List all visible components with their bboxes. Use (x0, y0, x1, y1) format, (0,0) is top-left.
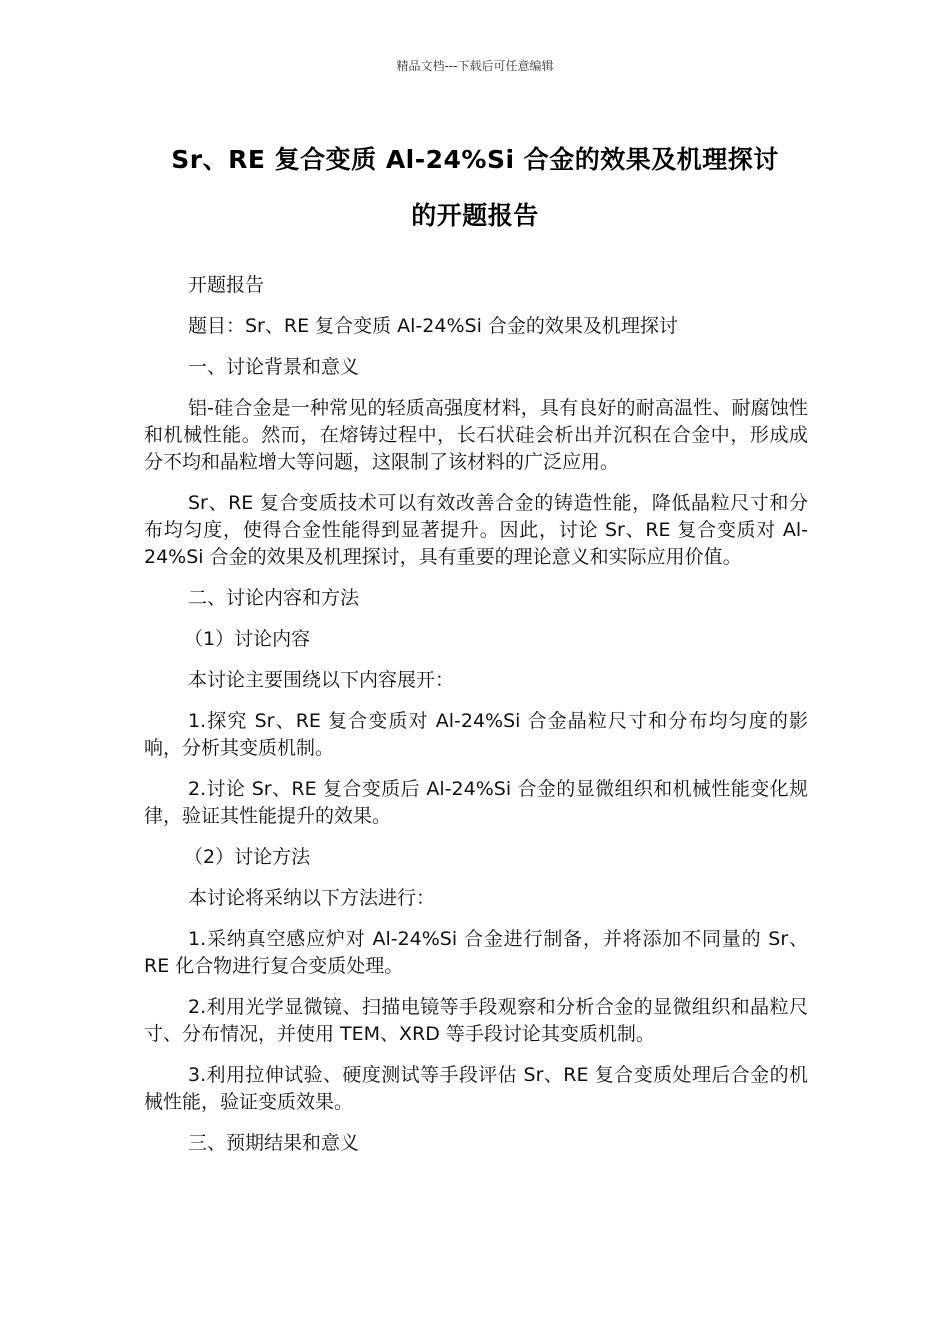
section-heading-3: 三、预期结果和意义 (188, 1132, 360, 1154)
section-heading-1: 一、讨论背景和意义 (188, 356, 360, 378)
list-item-method-2: 2.利用光学显微镜、扫描电镜等手段观察和分析合金的显微组织和晶粒尺寸、分布情况，并使用 TEM、XRD 等手段讨论其变质机制。 (144, 996, 808, 1045)
paragraph-background: 铝-硅合金是一种常见的轻质高强度材料，具有良好的耐高温性、耐腐蚀性和机械性能。然而，在熔铸过程中，长石状硅会析出并沉积在合金中，形成成分不均和晶粒增大等问题，这限制了该材料的广泛应用。 (144, 397, 808, 473)
section-label-report: 开题报告 (188, 274, 265, 296)
subheading-content: （1）讨论内容 (184, 628, 311, 650)
document-title-line-1: Sr、RE 复合变质 Al-24%Si 合金的效果及机理探讨 (171, 145, 779, 174)
list-item-content-2: 2.讨论 Sr、RE 复合变质后 Al-24%Si 合金的显微组织和机械性能变化规律，验证其性能提升的效果。 (144, 778, 808, 827)
paragraph-method-intro: 本讨论将采纳以下方法进行： (188, 887, 436, 909)
list-item-method-3: 3.利用拉伸试验、硬度测试等手段评估 Sr、RE 复合变质处理后合金的机械性能，验证变质效果。 (144, 1064, 808, 1113)
section-heading-2: 二、讨论内容和方法 (188, 587, 360, 609)
list-item-method-1: 1.采纳真空感应炉对 Al-24%Si 合金进行制备，并将添加不同量的 Sr、RE 化合物进行复合变质处理。 (144, 928, 808, 977)
page-header: 精品文档---下载后可任意编辑 (396, 59, 554, 73)
document-title-line-2: 的开题报告 (411, 201, 539, 230)
paragraph-content-intro: 本讨论主要围绕以下内容展开： (188, 669, 455, 691)
list-item-content-1: 1.探究 Sr、RE 复合变质对 Al-24%Si 合金晶粒尺寸和分布均匀度的影响，分析其变质机制。 (144, 710, 808, 759)
topic-line: 题目：Sr、RE 复合变质 Al-24%Si 合金的效果及机理探讨 (188, 315, 678, 337)
document-body (144, 272, 808, 1171)
paragraph-significance: Sr、RE 复合变质技术可以有效改善合金的铸造性能，降低晶粒尺寸和分布均匀度，使得合金性能得到显著提升。因此，讨论 Sr、RE 复合变质对 Al-24%Si 合金的效果及机理探讨，具有重要的理论意义和实际应用价值。 (144, 492, 808, 568)
subheading-method: （2）讨论方法 (184, 846, 311, 868)
